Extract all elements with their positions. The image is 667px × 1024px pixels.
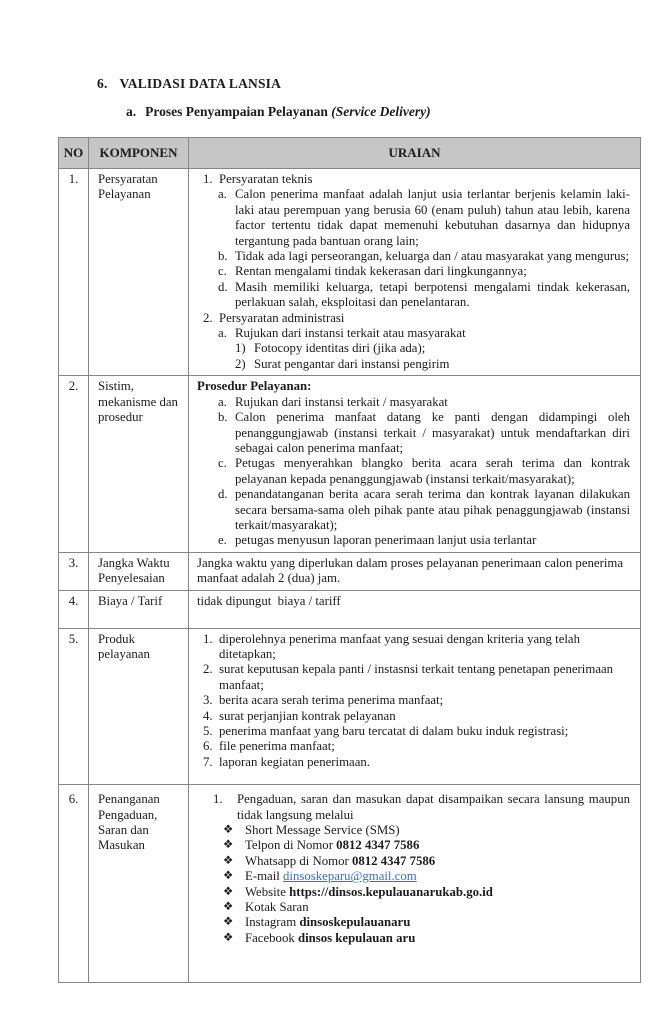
item-marker: 5. <box>203 724 213 738</box>
col-header-uraian: URAIAN <box>189 138 641 169</box>
uraian-item <box>203 693 630 708</box>
diamond-bullet-icon: ❖ <box>223 931 234 944</box>
item-text: diperolehnya penerima manfaat yang sesuai dengan kriteria yang telah ditetapkan; <box>219 631 581 661</box>
row-number: 1. <box>59 169 89 376</box>
item-marker: 2) <box>235 356 246 371</box>
item-marker: 1) <box>235 341 246 356</box>
item-text: Calon penerima manfaat datang ke panti dengan didampingi oleh penanggungjawab (instansi terkait / masyarakat) untuk mendaftarkan diri sebagai calon penerima manfaat; <box>235 410 630 455</box>
komponen-cell: Jangka Waktu Penyelesaian <box>89 552 189 590</box>
item-text: penandatanganan berita acara serah terima dan kontrak layanan dilakukan secara bersama-sama oleh pihak pante atau pihak penaggungjawab (instansi terkait/masyarakat); <box>235 487 630 532</box>
item-marker: 4. <box>203 708 213 723</box>
komponen-cell: Persyaratan Pelayanan <box>89 169 189 376</box>
item-text: penerima manfaat yang baru tercatat di dalam buku induk registrasi; <box>219 724 569 738</box>
text-part: dinsoskepulauanaru <box>299 915 411 930</box>
diamond-bullet-icon: ❖ <box>223 870 234 883</box>
uraian-item <box>218 487 630 533</box>
item-text: file penerima manfaat; <box>219 739 335 754</box>
uraian-item <box>203 172 630 187</box>
item-text: Persyaratan administrasi <box>219 310 345 325</box>
item-marker: e. <box>218 533 227 548</box>
uraian-item <box>223 854 630 869</box>
table-row <box>59 552 641 590</box>
uraian-item <box>218 533 630 548</box>
section-number: 6. <box>97 76 108 91</box>
table-row <box>59 169 641 376</box>
subsection-heading <box>0 104 667 120</box>
text-part: Kotak Saran <box>245 900 309 915</box>
subsection-title-italic: (Service Delivery) <box>331 104 431 119</box>
item-marker: 6. <box>203 739 213 754</box>
diamond-bullet-icon: ❖ <box>223 885 234 898</box>
uraian-item <box>218 264 630 279</box>
uraian-item <box>218 395 630 410</box>
uraian-item <box>223 931 630 946</box>
uraian-item <box>203 724 630 739</box>
uraian-cell <box>189 376 641 552</box>
uraian-item <box>223 900 630 915</box>
item-text <box>245 869 630 884</box>
item-marker: d. <box>218 279 228 294</box>
uraian-cell <box>189 169 641 376</box>
uraian-title: Prosedur Pelayanan: <box>197 379 312 394</box>
text-part: Telpon di Nomor <box>245 838 337 853</box>
uraian-item <box>203 311 630 326</box>
diamond-bullet-icon: ❖ <box>223 901 234 914</box>
col-header-komponen: KOMPONEN <box>89 138 189 169</box>
text-part: Website <box>245 884 290 899</box>
uraian-item <box>203 709 630 724</box>
uraian-text: tidak dipungut biaya / tariff <box>197 593 341 608</box>
email-link[interactable]: dinsoskeparu@gmail.com <box>283 869 417 884</box>
item-text: Surat pengantar dari instansi pengirim <box>254 356 450 371</box>
item-marker: a. <box>218 187 227 202</box>
uraian-item <box>223 823 630 838</box>
uraian-cell <box>189 785 641 983</box>
uraian-item <box>218 249 630 264</box>
item-marker: 7. <box>203 754 213 769</box>
item-marker: d. <box>218 487 228 502</box>
uraian-item <box>223 838 630 853</box>
item-marker: a. <box>218 394 227 409</box>
table-row <box>59 376 641 552</box>
subsection-letter: a. <box>126 104 137 119</box>
uraian-item <box>218 187 630 249</box>
uraian-item <box>203 632 630 663</box>
item-marker: 1. <box>203 631 213 646</box>
text-part: 0812 4347 7586 <box>336 838 420 853</box>
uraian-cell <box>189 590 641 628</box>
diamond-bullet-icon: ❖ <box>223 854 234 867</box>
text-part: https://dinsos.kepulauanarukab.go.id <box>289 884 493 899</box>
row-number: 5. <box>59 628 89 785</box>
uraian-item <box>223 885 630 900</box>
komponen-cell: Biaya / Tarif <box>89 590 189 628</box>
item-text: Calon penerima manfaat adalah lanjut usia terlantar berjenis kelamin laki-laki atau perempuan yang berusia 60 (enam puluh) tahun atau lebih, karena factor tertentu tidak dapat memenuhi kebutuhan dasarnya dan hidupnya tergantung pada bantuan orang lain; <box>235 187 630 248</box>
item-marker: b. <box>218 410 228 425</box>
text-part: Whatsapp di Nomor <box>245 853 352 868</box>
komponen-cell: Penanganan Pengaduan, Saran dan Masukan <box>89 785 189 983</box>
text-part: dinsos kepulauan aru <box>297 930 416 945</box>
uraian-item <box>218 410 630 456</box>
item-marker: c. <box>218 456 227 471</box>
row-number: 4. <box>59 590 89 628</box>
item-text <box>245 854 630 869</box>
item-text <box>245 931 630 946</box>
table-body <box>59 169 641 983</box>
item-text: surat keputusan kepala panti / instasnsi terkait tentang penetapan penerimaan manfaat; <box>219 662 614 692</box>
uraian-item <box>203 739 630 754</box>
text-part: 0812 4347 7586 <box>351 853 436 868</box>
komponen-cell: Sistim, mekanisme dan prosedur <box>89 376 189 552</box>
text-part: Instagram <box>245 915 300 930</box>
item-text <box>245 838 630 853</box>
text-part: Facebook <box>245 930 298 945</box>
item-text <box>245 885 630 900</box>
diamond-bullet-icon: ❖ <box>223 824 234 837</box>
item-marker: c. <box>218 264 227 279</box>
table-row <box>59 590 641 628</box>
item-marker: a. <box>218 326 227 341</box>
subsection-title: Proses Penyampaian Pelayanan <box>145 104 328 119</box>
uraian-item <box>218 280 630 311</box>
item-text: Fotocopy identitas diri (jika ada); <box>254 341 426 356</box>
uraian-item <box>235 357 630 372</box>
item-text: Pengaduan, saran dan masukan dapat disampaikan secara lansung maupun tidak langsung melalui <box>237 792 630 822</box>
section-title: VALIDASI DATA LANSIA <box>119 76 282 91</box>
uraian-text: Jangka waktu yang diperlukan dalam proses pelayanan penerimaan calon penerima manfaat adalah 2 (dua) jam. <box>197 555 627 586</box>
item-text <box>245 900 630 915</box>
item-text <box>245 915 630 930</box>
item-marker: 2. <box>203 662 213 677</box>
uraian-item <box>203 755 630 770</box>
item-marker: 1. <box>213 792 223 807</box>
uraian-item <box>203 662 630 693</box>
item-text: Rentan mengalami tindak kekerasan dari lingkungannya; <box>235 264 527 279</box>
uraian-item <box>223 915 630 930</box>
item-text: Tidak ada lagi perseorangan, keluarga dan / atau masyarakat yang mengurus; <box>235 249 630 264</box>
diamond-bullet-icon: ❖ <box>223 839 234 852</box>
uraian-cell <box>189 628 641 785</box>
item-text: laporan kegiatan penerimaan. <box>219 754 371 769</box>
section-heading <box>0 0 667 92</box>
uraian-item <box>235 341 630 356</box>
item-text: Rujukan dari instansi terkait atau masyarakat <box>235 326 466 341</box>
uraian-item <box>218 326 630 341</box>
uraian-item <box>218 456 630 487</box>
diamond-bullet-icon: ❖ <box>223 916 234 929</box>
item-text: Masih memiliki keluarga, tetapi berpotensi mengalami tindak kekerasan, perlakuan salah, eksploitasi dan penelantaran. <box>235 279 630 310</box>
item-text: berita acara serah terima penerima manfaat; <box>219 693 444 708</box>
table-row <box>59 628 641 785</box>
item-text: Persyaratan teknis <box>219 172 313 186</box>
col-header-no: NO <box>59 138 89 169</box>
service-delivery-table <box>58 137 641 983</box>
table-header-row <box>59 138 641 169</box>
item-text <box>245 823 630 838</box>
item-text: Petugas menyerahkan blangko berita acara serah terima dan kontrak pelayanan kepada penanggungjawab (instansi terkait/masyarakat); <box>235 456 630 486</box>
row-number: 3. <box>59 552 89 590</box>
uraian-item <box>213 792 630 823</box>
item-text: petugas menyusun laporan penerimaan lanjut usia terlantar <box>235 533 537 548</box>
komponen-cell: Produk pelayanan <box>89 628 189 785</box>
item-marker: b. <box>218 249 228 264</box>
item-text: Rujukan dari instansi terkait / masyarakat <box>235 394 448 409</box>
text-part: E-mail <box>245 869 284 884</box>
table-row <box>59 785 641 983</box>
item-marker: 1. <box>203 172 213 186</box>
item-text: surat perjanjian kontrak pelayanan <box>219 708 396 723</box>
row-number: 6. <box>59 785 89 983</box>
item-marker: 3. <box>203 693 213 708</box>
uraian-item <box>223 869 630 884</box>
item-marker: 2. <box>203 310 213 325</box>
row-number: 2. <box>59 376 89 552</box>
uraian-cell <box>189 552 641 590</box>
text-part: Short Message Service (SMS) <box>245 823 400 838</box>
